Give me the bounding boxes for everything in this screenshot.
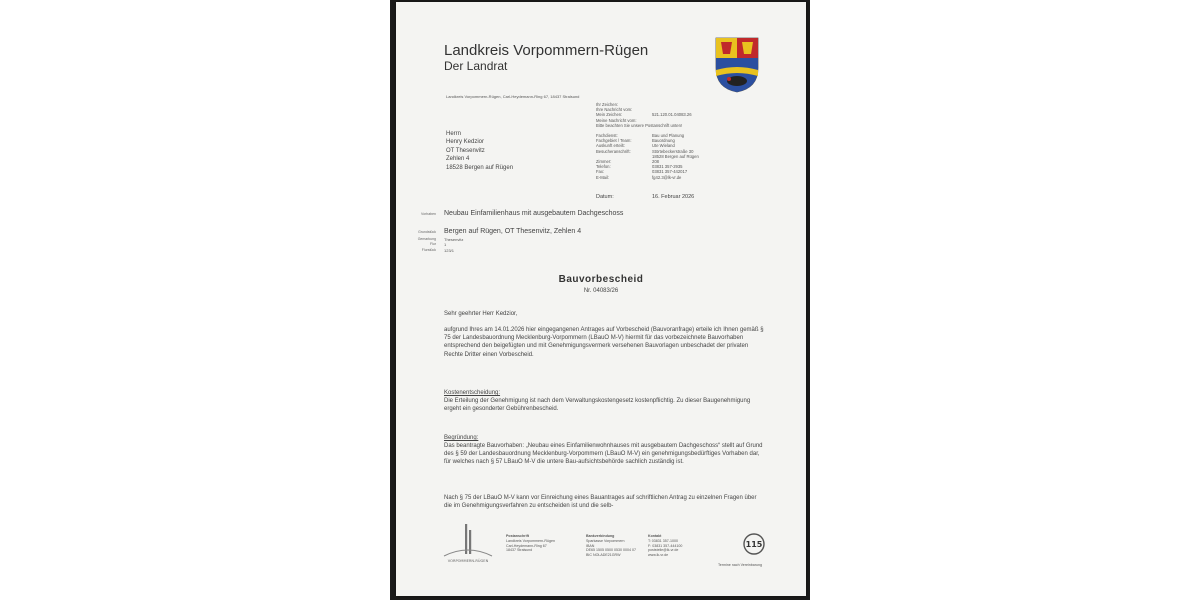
heading-costs: Kostenentscheidung: [444,390,501,396]
sender-line: Landkreis Vorpommern-Rügen, Carl-Heydemann-Ring 67, 18437 Stralsund [446,94,580,99]
recipient-address [446,130,513,172]
grundstueck-label: Grundstück [418,230,436,234]
contact-row: Auskunft erteilt: Ute Wieland [596,143,675,149]
logo-text: VORPOMMERN-RÜGEN [447,559,489,563]
ref-row: Ihr Zeichen: [596,102,619,107]
letter-date: Datum: 16. Februar 2026 [596,194,695,200]
organisation-name: Landkreis Vorpommern-Rügen [444,42,649,59]
paragraph-reasoning: Das beantragte Bauvorhaben: „Neubau eines Einfamilienwohnhauses mit ausgebautem Dachgeschoss“ stellt auf Grund des § 59 der Landesbauordnung Mecklenburg-Vorpommern (LBauO M-V) ein genehmigungsbedürftiges Vorhaben dar, für welches nach § 57 LBauO M-V die untere Bau-aufsichtsbehörde sachlich zuständig ist. [444,443,763,466]
document-number: Nr. 04083/26 [583,288,619,294]
ref-row: Bitte beachten Sie unsere Postanschrift unten! [596,122,683,128]
project-description: Neubau Einfamilienhaus mit ausgebautem Dachgeschoss [444,210,624,217]
cadastral-data: Thesenvitz 1 123/1 [444,237,464,253]
flurstueck-label: Flurstück [421,247,436,252]
paragraph-legal: Nach § 75 der LBauO M-V kann vor Einreichung eines Bauantrages auf schriftlichen Antrag zu einzelnen Fragen über die im Genehmigungsverfahren zu entscheiden ist und die selb- [444,495,757,510]
ref-row: Meine Nachricht vom: [596,117,637,123]
office-name: Der Landrat [444,59,508,73]
contact-row: Fachgebiet / Team: Bauordnung [596,138,675,144]
footer-appointments: Termine nach Vereinbarung [718,563,762,567]
contact-row: E-Mail: fg42.3@lk-vr.de [596,174,682,180]
recipient-salutation: Herrn [446,131,462,137]
footer-postal: Postanschrift Landkreis Vorpommern-Rügen Carl-Heydemann-Ring 67 18437 Stralsund [506,534,555,553]
service-115-icon [732,530,768,560]
badge-number: 115 [745,540,763,549]
reference-block [596,102,756,180]
letter-salutation: Sehr geehrter Herr Kedzior, [444,311,518,317]
paragraph-decision: aufgrund Ihres am 14.01.2026 hier eingegangenen Antrages auf Vorbescheid (Bauvoranfrage) erteile ich Ihnen gemäß § 75 der Landesbauordnung Mecklenburg-Vorpommern (LBauO M-V) hiermit für das vorbezeichnete Bauvorhaben entsprechend den beigefügten und mit Genehmigungsvermerk versehenen Bauvorlagen unbeschadet der privaten Rechte Dritter einen Vorbescheid. [444,327,764,358]
footer-contact: Kontakt T: 03831 357-1000 F: 03831 357-444100 poststelle@lk-vr.de www.lk-vr.de [648,534,683,558]
gemarkung-label: Gemarkung [417,237,436,241]
project-location: Bergen auf Rügen, OT Thesenvitz, Zehlen 4 [444,228,582,235]
coat-of-arms-icon [714,36,760,94]
footer-bank: Bankverbindung Sparkasse Vorpommern IBAN DE65 1505 0500 0530 0004 07 BIC NOLADE21GRW [586,534,636,558]
flur-label: Flur [429,242,436,247]
contact-row: Zimmer: 208 [596,159,659,165]
contact-row: Fachdienst: Bau und Planung [596,133,685,139]
ref-row: Mein Zeichen: 521.120.01.04083.26 [596,112,692,118]
district-logo-icon [438,522,498,568]
letter-page [396,2,806,596]
vorhaben-label: Vorhaben [421,212,436,216]
recipient-street: Zehlen 4 [446,156,470,163]
recipient-name: Henry Kedzior [446,139,485,146]
recipient-city: 18528 Bergen auf Rügen [446,164,514,171]
heading-reasoning: Begründung: [444,435,479,441]
contact-row: Fax: 03831 357-442017 [596,169,688,175]
letterhead [444,42,648,74]
contact-row: 18528 Bergen auf Rügen [652,153,699,159]
contact-row: Telefon: 03831 357-2935 [596,164,683,170]
contact-row: Besucheranschrift: Störtebeckerstraße 30 [596,148,694,154]
recipient-district: OT Thesenvitz [446,147,485,154]
paragraph-costs: Die Erteilung der Genehmigung ist nach dem Verwaltungskostengesetz kostenpflichtig. Zu dieser Baugenehmigung ergeht ein gesonderter Gebührenbescheid. [444,398,751,413]
document-title: Bauvorbescheid [558,274,644,285]
ref-row: Ihre Nachricht vom: [596,107,633,113]
